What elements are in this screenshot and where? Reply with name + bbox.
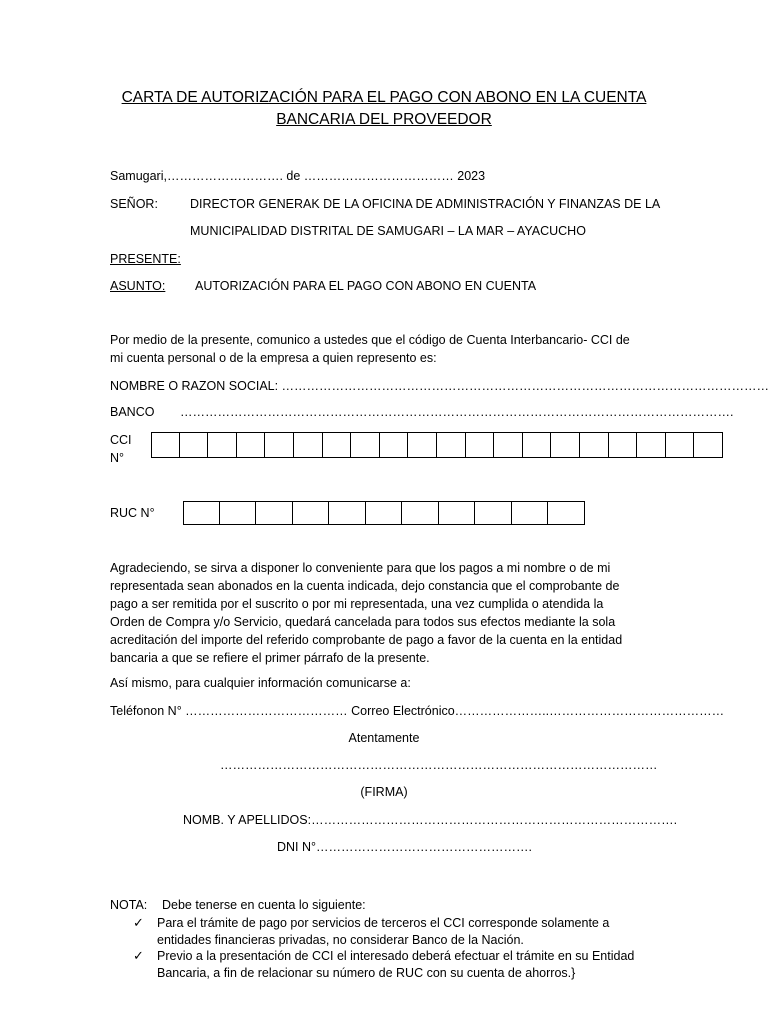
digit-cell[interactable]: [466, 432, 495, 458]
nota-item-2-line1: Previo a la presentación de CCI el interesado deberá efectuar el trámite en su Entidad: [157, 949, 635, 963]
digit-cell[interactable]: [439, 501, 476, 525]
nombres-apellidos-field[interactable]: NOMB. Y APELLIDOS:…………………………………………………………………………….: [183, 813, 678, 827]
ruc-digit-grid[interactable]: [183, 501, 585, 525]
body-line: acreditación del importe del referido comprobante de pago a favor de la cuenta en la entidad: [110, 633, 623, 647]
digit-cell[interactable]: [208, 432, 237, 458]
body-line: Agradeciendo, se sirva a disponer lo conveniente para que los pagos a mi nombre o de mi: [110, 561, 611, 575]
date-line: Samugari,………………………. de ……………………………… 2023: [110, 169, 486, 183]
digit-cell[interactable]: [180, 432, 209, 458]
digit-cell[interactable]: [402, 501, 439, 525]
nota-label: NOTA:: [110, 898, 148, 912]
body-line: pago a ser remitida por el suscrito o por mi representada, una vez cumplida o atendida la: [110, 597, 604, 611]
intro-line1: Por medio de la presente, comunico a ustedes que el código de Cuenta Interbancario- CCI de: [110, 333, 630, 347]
nota-item-2-line2: Bancaria, a fin de relacionar su número de RUC con su cuenta de ahorros.}: [157, 966, 576, 980]
nota-item-1-line2: entidades financieras privadas, no considerar Banco de la Nación.: [157, 933, 524, 947]
digit-cell[interactable]: [380, 432, 409, 458]
digit-cell[interactable]: [551, 432, 580, 458]
digit-cell[interactable]: [237, 432, 266, 458]
asunto-text: AUTORIZACIÓN PARA EL PAGO CON ABONO EN CUENTA: [195, 279, 537, 293]
document-title-line1: CARTA DE AUTORIZACIÓN PARA EL PAGO CON ABONO EN LA CUENTA: [121, 89, 647, 106]
nombre-razon-social-field[interactable]: NOMBRE O RAZON SOCIAL: ………………………………………………………………………………………………………: [110, 379, 769, 393]
asi-mismo-text: Así mismo, para cualquier información comunicarse a:: [110, 676, 411, 690]
digit-cell[interactable]: [323, 432, 352, 458]
cci-label: CCI: [110, 433, 132, 447]
contact-fields-line[interactable]: Teléfonon N° ………………………………… Correo Electrónico…………………..……………………………………: [110, 704, 725, 718]
digit-cell[interactable]: [523, 432, 552, 458]
checkmark-icon: ✓: [133, 948, 144, 963]
digit-cell[interactable]: [151, 432, 180, 458]
ruc-label: RUC N°: [110, 506, 155, 520]
body-paragraph: [110, 559, 655, 667]
digit-cell[interactable]: [548, 501, 585, 525]
digit-cell[interactable]: [694, 432, 723, 458]
intro-line2: mi cuenta personal o de la empresa a quien represento es:: [110, 351, 437, 365]
presente-label: PRESENTE:: [110, 252, 181, 266]
cci-number-label: N°: [110, 451, 125, 465]
digit-cell[interactable]: [512, 501, 549, 525]
senor-line2: MUNICIPALIDAD DISTRITAL DE SAMUGARI – LA MAR – AYACUCHO: [190, 224, 586, 238]
digit-cell[interactable]: [256, 501, 293, 525]
digit-cell[interactable]: [475, 501, 512, 525]
nota-item-1-line1: Para el trámite de pago por servicios de terceros el CCI corresponde solamente a: [157, 916, 610, 930]
body-line: Orden de Compra y/o Servicio, quedará cancelada para todos sus efectos mediante la sola: [110, 615, 616, 629]
digit-cell[interactable]: [351, 432, 380, 458]
digit-cell[interactable]: [408, 432, 437, 458]
firma-label: (FIRMA): [360, 785, 408, 799]
cci-digit-grid[interactable]: [151, 432, 723, 458]
digit-cell[interactable]: [437, 432, 466, 458]
digit-cell[interactable]: [580, 432, 609, 458]
digit-cell[interactable]: [294, 432, 323, 458]
nota-intro: Debe tenerse en cuenta lo siguiente:: [162, 898, 366, 912]
checkmark-icon: ✓: [133, 915, 144, 930]
senor-label: SEÑOR:: [110, 197, 158, 211]
body-line: representada sean abonados en la cuenta indicada, dejo constancia que el comprobante de: [110, 579, 620, 593]
dni-field[interactable]: DNI N°…………………………………………….: [277, 840, 532, 854]
digit-cell[interactable]: [494, 432, 523, 458]
digit-cell[interactable]: [329, 501, 366, 525]
signature-line[interactable]: ……………………………………………………………………………………………: [220, 758, 658, 772]
digit-cell[interactable]: [265, 432, 294, 458]
digit-cell[interactable]: [609, 432, 638, 458]
digit-cell[interactable]: [293, 501, 330, 525]
asunto-label: ASUNTO:: [110, 279, 166, 293]
digit-cell[interactable]: [366, 501, 403, 525]
banco-label: BANCO: [110, 405, 155, 419]
digit-cell[interactable]: [183, 501, 220, 525]
senor-line1: DIRECTOR GENERAK DE LA OFICINA DE ADMINISTRACIÓN Y FINANZAS DE LA: [190, 197, 661, 211]
digit-cell[interactable]: [220, 501, 257, 525]
closing-atentamente: Atentamente: [348, 731, 420, 745]
digit-cell[interactable]: [666, 432, 695, 458]
digit-cell[interactable]: [637, 432, 666, 458]
document-title-line2: BANCARIA DEL PROVEEDOR: [276, 111, 492, 128]
body-line: bancaria a que se refiere el primer párrafo de la presente.: [110, 651, 430, 665]
banco-field[interactable]: …………………………………………………………………………………………………………………….: [180, 405, 734, 419]
